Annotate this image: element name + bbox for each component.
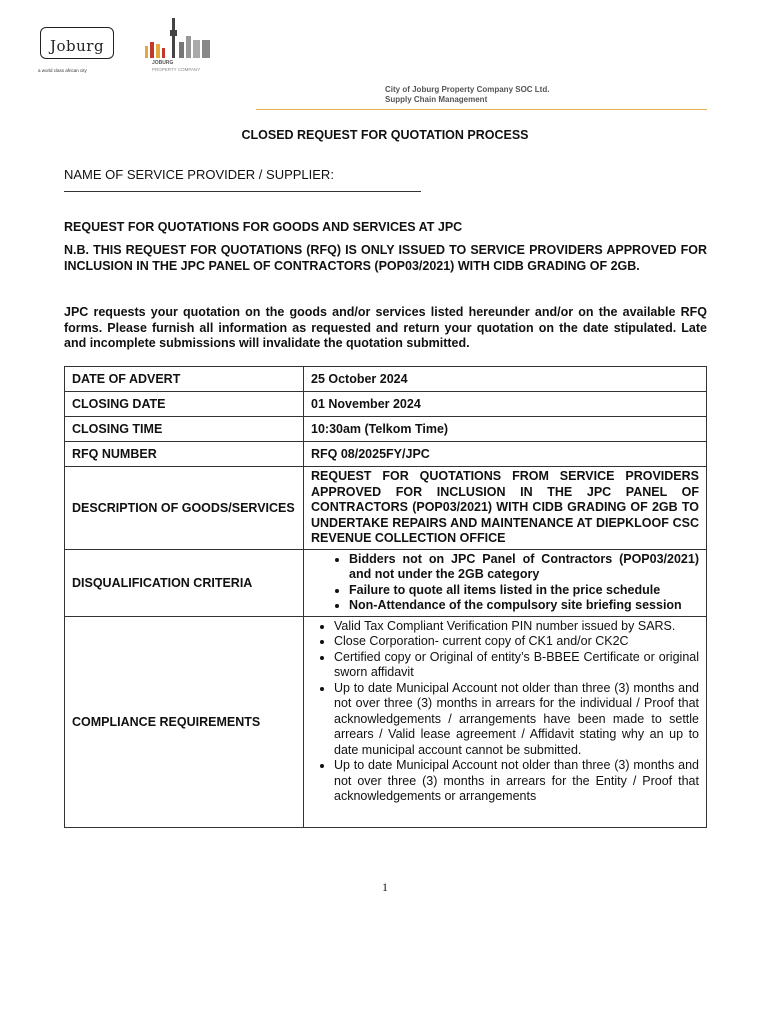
joburg-logo [38,22,118,76]
table-row [65,467,707,550]
joburg-logo-frame [40,27,114,59]
company-header [385,85,549,105]
description-label: DESCRIPTION OF GOODS/SERVICES [65,467,304,550]
rfq-heading: REQUEST FOR QUOTATIONS FOR GOODS AND SERVICES AT JPC [64,220,463,234]
disqualification-cell [304,549,707,616]
document-title: CLOSED REQUEST FOR QUOTATION PROCESS [241,128,529,142]
rfq-number-label: RFQ NUMBER [65,442,304,467]
list-item: • Close Corporation- current copy of CK1 and/or CK2C [334,634,699,650]
company-name: City of Joburg Property Company SOC Ltd. [385,85,550,94]
list-item: • Up to date Municipal Account not older than three (3) months and not over three (3) months in arrears for the Entity / Proof that acknowledgements or arrangements [334,758,699,805]
disqualification-list [311,552,699,614]
joburg-tagline: a world class african city [38,68,87,73]
jpc-request-paragraph: JPC requests your quotation on the goods and/or services listed hereunder and/or on the available RFQ forms. Please furnish all information as requested and return your quotation on the date stipulated. Late and incomplete submissions will invalidate the quotation submitted. [64,305,707,350]
list-item: • Failure to quote all items listed in the price schedule [349,583,699,599]
table-row [65,616,707,827]
closing-date-label: CLOSING DATE [65,392,304,417]
jpc-logo-line1: JOBURG [152,60,174,66]
company-department: Supply Chain Management [385,95,488,104]
compliance-label: COMPLIANCE REQUIREMENTS [65,616,304,827]
compliance-list [311,619,699,805]
page-number: 1 [382,880,388,894]
disqualification-label: DISQUALIFICATION CRITERIA [65,549,304,616]
description-value: REQUEST FOR QUOTATIONS FROM SERVICE PROVIDERS APPROVED FOR INCLUSION IN THE JPC PANEL OF CONTRACTORS (POP03/2021) WITH CIDB GRADING OF 2GB TO UNDERTAKE REPAIRS AND MAINTENANCE AT DIEPKLOOF CSC REVENUE COLLECTION OFFICE [304,467,707,550]
table-row [65,442,707,467]
supplier-name-line [64,191,421,192]
joburg-logo-text: Joburg [50,37,105,55]
table-row [65,417,707,442]
advert-value: 25 October 2024 [304,367,707,392]
jpc-logo-line2: PROPERTY COMPANY [152,67,201,72]
list-item: • Bidders not on JPC Panel of Contractors (POP03/2021) and not under the 2GB category [349,552,699,583]
table-row [65,367,707,392]
list-item: • Up to date Municipal Account not older than three (3) months and not over three (3) months in arrears for the individual / Proof that acknowledgements / arrangements have been made to settle arrears / Valid lease agreement / Affidavit stating why an up to date municipal account cannot be submitted. [334,681,699,759]
closing-date-value: 01 November 2024 [304,392,707,417]
table-row [65,392,707,417]
supplier-label: NAME OF SERVICE PROVIDER / SUPPLIER: [64,167,334,182]
advert-label: DATE OF ADVERT [65,367,304,392]
closing-time-value: 10:30am (Telkom Time) [304,417,707,442]
rfq-number-value: RFQ 08/2025FY/JPC [304,442,707,467]
header-rule [256,109,707,110]
list-item: • Non-Attendance of the compulsory site briefing session [349,598,699,614]
list-item: • Certified copy or Original of entity’s B-BBEE Certificate or original sworn affidavit [334,650,699,681]
jpc-logo [140,18,220,76]
list-item: • Valid Tax Compliant Verification PIN number issued by SARS. [334,619,699,635]
compliance-cell [304,616,707,827]
nb-notice: N.B. THIS REQUEST FOR QUOTATIONS (RFQ) IS ONLY ISSUED TO SERVICE PROVIDERS APPROVED FOR INCLUSION IN THE JPC PANEL OF CONTRACTORS (POP03/2021) WITH CIDB GRADING OF 2GB. [64,243,707,273]
closing-time-label: CLOSING TIME [65,417,304,442]
table-row [65,549,707,616]
jpc-skyline-icon [140,18,220,62]
rfq-details-table [64,366,707,828]
compliance-clip [311,619,699,825]
